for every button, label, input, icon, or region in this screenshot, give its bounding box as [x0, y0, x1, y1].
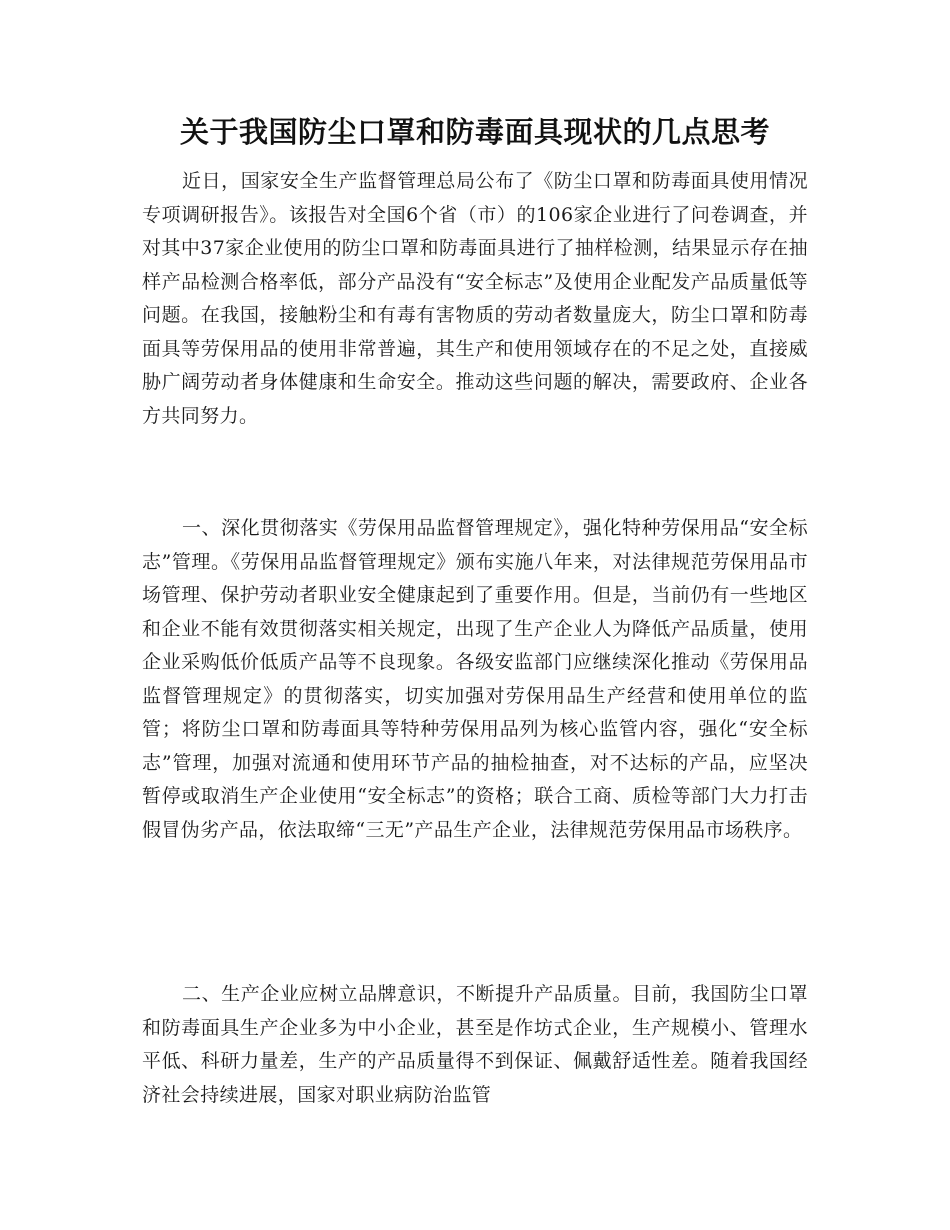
paragraph-section-2: 二、生产企业应树立品牌意识，不断提升产品质量。目前，我国防尘口罩和防毒面具生产企业多为中小企业，甚至是作坊式企业，生产规模小、管理水平低、科研力量差，生产的产品质量得不到保证、佩戴舒适性差。随着我国经济社会持续进展，国家对职业病防治监管 [142, 983, 808, 1106]
paragraph-section-1: 一、深化贯彻落实《劳保用品监督管理规定》，强化特种劳保用品“安全标志”管理。《劳保用品监督管理规定》颁布实施八年来，对法律规范劳保用品市场管理、保护劳动者职业安全健康起到了重要作用。但是，当前仍有一些地区和企业不能有效贯彻落实相关规定，出现了生产企业人为降低产品质量，使用企业采购低价低质产品等不良现象。各级安监部门应继续深化推动《劳保用品监督管理规定》的贯彻落实，切实加强对劳保用品生产经营和使用单位的监管；将防尘口罩和防毒面具等特种劳保用品列为核心监管内容，强化“安全标志”管理，加强对流通和使用环节产品的抽检抽查，对不达标的产品，应坚决暂停或取消生产企业使用“安全标志”的资格；联合工商、质检等部门大力打击假冒伪劣产品，依法取缔“三无”产品生产企业，法律规范劳保用品市场秩序。 [142, 517, 808, 841]
document-title: 关于我国防尘口罩和防毒面具现状的几点思考 [179, 115, 770, 149]
paragraph-intro: 近日，国家安全生产监督管理总局公布了《防尘口罩和防毒面具使用情况专项调研报告》。该报告对全国6个省（市）的106家企业进行了问卷调查，并对其中37家企业使用的防尘口罩和防毒面具进行了抽样检测，结果显示存在抽样产品检测合格率低，部分产品没有“安全标志”及使用企业配发产品质量低等问题。在我国，接触粉尘和有毒有害物质的劳动者数量庞大，防尘口罩和防毒面具等劳保用品的使用非常普遍，其生产和使用领域存在的不足之处，直接威胁广阔劳动者身体健康和生命安全。推动这些问题的解决，需要政府、企业各方共同努力。 [142, 170, 808, 427]
